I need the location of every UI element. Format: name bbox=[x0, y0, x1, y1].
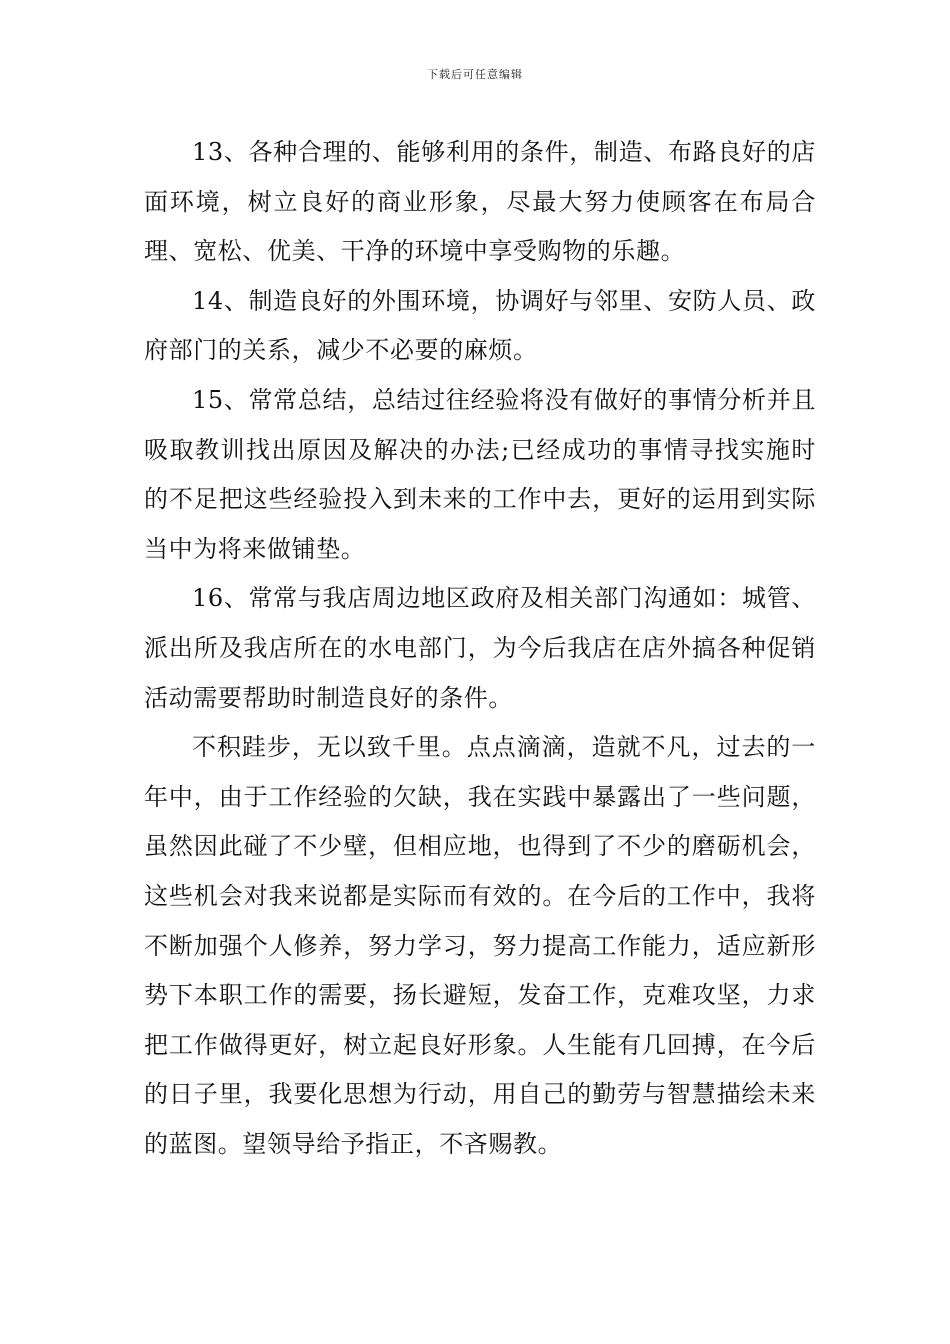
paragraph-14: 14、制造良好的外围环境，协调好与邻里、安防人员、政府部门的关系，减少不必要的麻烦。 bbox=[144, 286, 816, 365]
paragraph-13: 13、各种合理的、能够利用的条件，制造、布路良好的店面环境，树立良好的商业形象，尽最大努力使顾客在布局合理、宽松、优美、干净的环境中享受购物的乐趣。 bbox=[144, 138, 816, 266]
paragraph-15: 15、常常总结，总结过往经验将没有做好的事情分析并且吸取教训找出原因及解决的办法;已经成功的事情寻找实施时的不足把这些经验投入到未来的工作中去，更好的运用到实际当中为将来做铺垫。 bbox=[144, 385, 816, 563]
paragraph-16: 16、常常与我店周边地区政府及相关部门沟通如：城管、派出所及我店所在的水电部门，为今后我店在店外搞各种促销活动需要帮助时制造良好的条件。 bbox=[144, 584, 816, 712]
header-note: 下载后可任意编辑 bbox=[427, 68, 523, 81]
document-body bbox=[144, 128, 816, 1169]
paragraph-conclusion: 不积跬步，无以致千里。点点滴滴，造就不凡，过去的一年中，由于工作经验的欠缺，我在实践中暴露出了一些问题，虽然因此碰了不少壁，但相应地，也得到了不少的磨砺机会，这些机会对我来说都是实际而有效的。在今后的工作中，我将不断加强个人修养，努力学习，努力提高工作能力，适应新形势下本职工作的需要，扬长避短，发奋工作，克难攻坚，力求把工作做得更好，树立起良好形象。人生能有几回搏，在今后的日子里，我要化思想为行动，用自己的勤劳与智慧描绘未来的蓝图。望领导给予指正，不吝赐教。 bbox=[144, 733, 816, 1158]
